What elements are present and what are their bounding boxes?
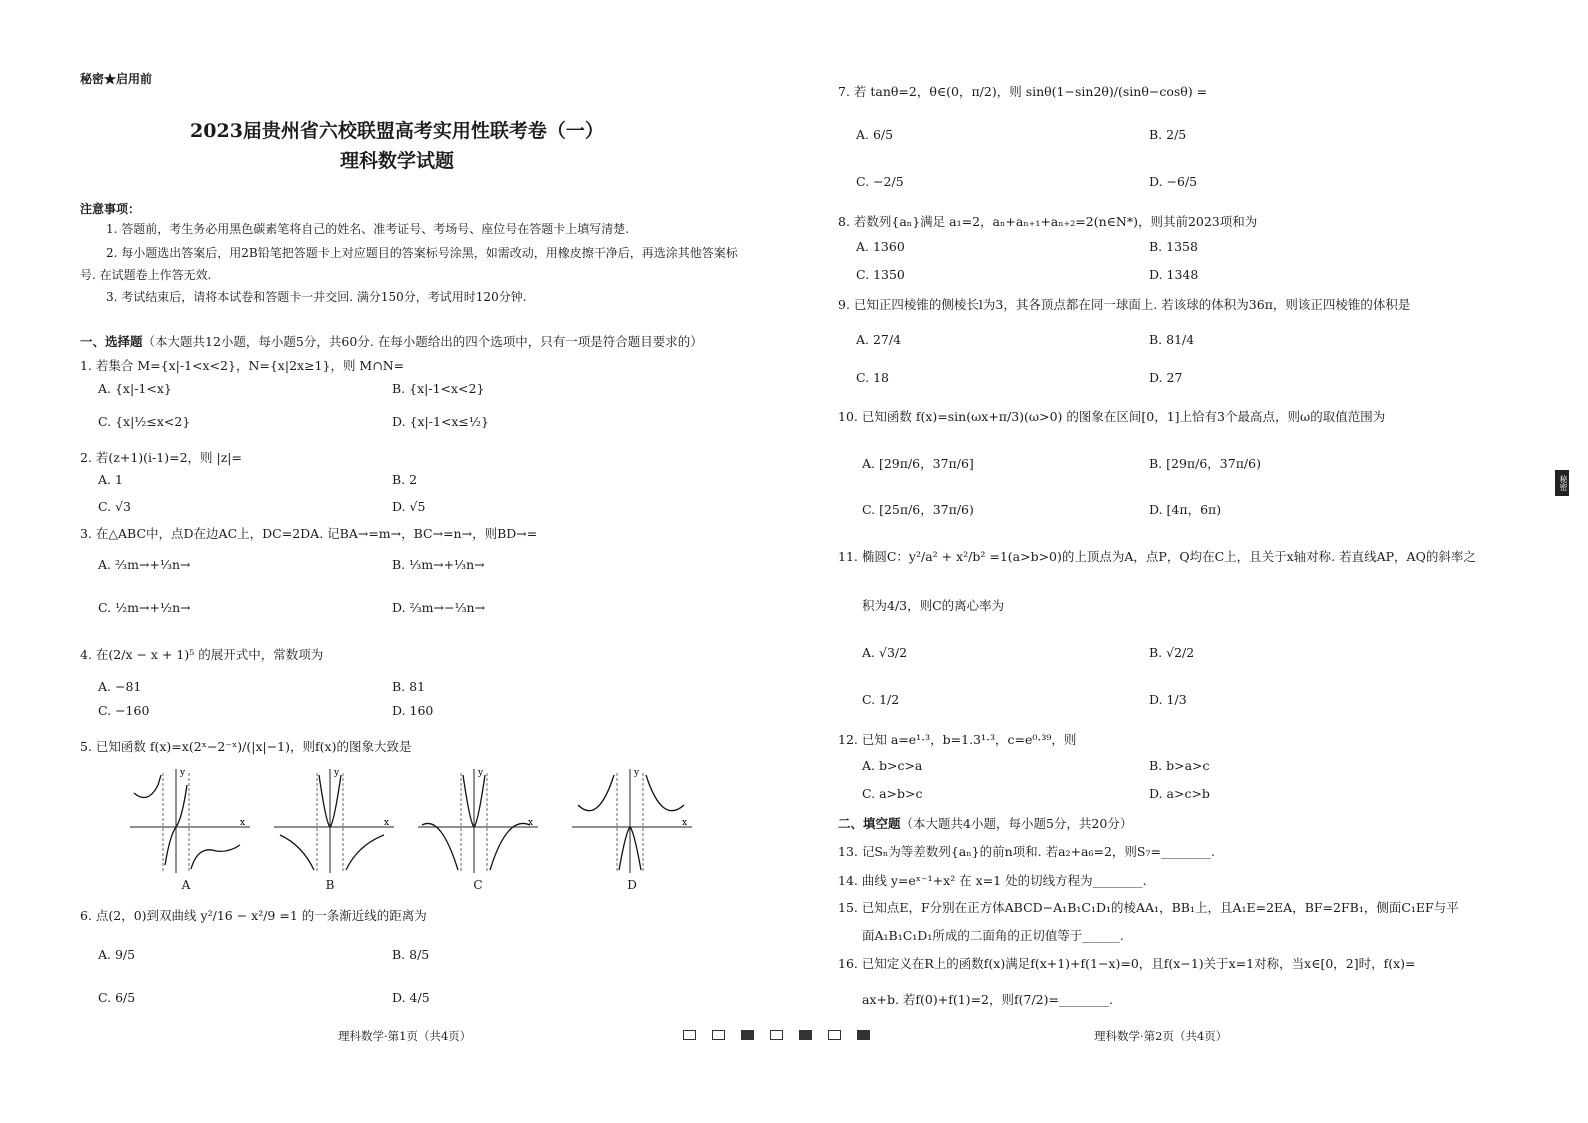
q8-option-c[interactable]: C. 1350 bbox=[856, 267, 905, 282]
q5-c-axis-y: y bbox=[478, 768, 484, 778]
side-tab: 秘密 bbox=[1555, 470, 1569, 496]
notes-heading: 注意事项： bbox=[80, 202, 141, 216]
registration-mark bbox=[741, 1030, 754, 1040]
q5-graph-a[interactable] bbox=[128, 765, 253, 875]
footer-page-1: 理科数学·第1页（共4页） bbox=[338, 1029, 472, 1043]
note-item-1: 1. 答题前，考生务必用黑色碳素笔将自己的姓名、准考证号、考场号、座位号在答题卡上填写清楚. bbox=[106, 222, 630, 236]
q12-option-c[interactable]: C. a>b>c bbox=[862, 786, 923, 801]
q5-a-axis-y: y bbox=[180, 768, 186, 778]
q8-option-b[interactable]: B. 1358 bbox=[1149, 239, 1198, 254]
question-5-stem: 5. 已知函数 f(x)=x(2ˣ−2⁻ˣ)/(|x|−1)，则f(x)的图象大致是 bbox=[80, 739, 412, 754]
q3-option-b[interactable]: B. ⅓m→+⅓n→ bbox=[392, 557, 485, 572]
question-16-stem-cont: ax+b. 若f(0)+f(1)=2，则f(7/2)=________. bbox=[862, 992, 1113, 1007]
note-item-3: 3. 考试结束后，请将本试卷和答题卡一并交回. 满分150分，考试用时120分钟. bbox=[106, 290, 527, 304]
q9-option-d[interactable]: D. 27 bbox=[1149, 370, 1183, 385]
q6-option-c[interactable]: C. 6/5 bbox=[98, 990, 136, 1005]
question-11-stem-cont: 积为4/3，则C的离心率为 bbox=[862, 598, 1005, 613]
question-1-stem: 1. 若集合 M={x|-1<x<2}，N={x|2x≥1}，则 M∩N= bbox=[80, 358, 405, 373]
question-14-stem: 14. 曲线 y=eˣ⁻¹+x² 在 x=1 处的切线方程为________. bbox=[838, 873, 1147, 888]
question-2-stem: 2. 若(z+1)(i-1)=2，则 |z|= bbox=[80, 450, 242, 465]
q5-label-d: D bbox=[627, 878, 637, 892]
q10-option-a[interactable]: A. [29π/6，37π/6] bbox=[862, 456, 974, 471]
q3-option-a[interactable]: A. ⅔m→+⅓n→ bbox=[98, 557, 191, 572]
q5-label-b: B bbox=[325, 878, 335, 892]
question-16-stem: 16. 已知定义在R上的函数f(x)满足f(x+1)+f(1−x)=0，且f(x−1)关于x=1对称，当x∈[0，2]时，f(x)= bbox=[838, 956, 1416, 971]
q11-option-b[interactable]: B. √2/2 bbox=[1149, 645, 1195, 660]
q7-option-b[interactable]: B. 2/5 bbox=[1149, 127, 1187, 142]
q3-option-d[interactable]: D. ⅔m→−⅓n→ bbox=[392, 600, 486, 615]
q10-option-c[interactable]: C. [25π/6，37π/6) bbox=[862, 502, 974, 517]
q5-b-axis-x: x bbox=[384, 818, 390, 828]
q1-option-a[interactable]: A. {x|-1<x} bbox=[98, 381, 172, 396]
q11-option-c[interactable]: C. 1/2 bbox=[862, 692, 900, 707]
section-1-title: 一、选择题 bbox=[80, 334, 143, 349]
q10-option-d[interactable]: D. [4π，6π) bbox=[1149, 502, 1222, 517]
q9-option-c[interactable]: C. 18 bbox=[856, 370, 889, 385]
question-12-stem: 12. 已知 a=e¹·³，b=1.3¹·³，c=e⁰·³⁹，则 bbox=[838, 732, 1077, 747]
q5-d-axis-x: x bbox=[682, 818, 688, 828]
q5-label-c: C bbox=[473, 878, 483, 892]
q12-option-b[interactable]: B. b>a>c bbox=[1149, 758, 1210, 773]
q7-option-a[interactable]: A. 6/5 bbox=[856, 127, 894, 142]
q5-graph-d[interactable] bbox=[570, 765, 695, 875]
q11-option-d[interactable]: D. 1/3 bbox=[1149, 692, 1187, 707]
q1-option-d[interactable]: D. {x|-1<x≤½} bbox=[392, 414, 489, 429]
registration-mark bbox=[770, 1030, 783, 1040]
question-3-stem: 3. 在△ABC中，点D在边AC上，DC=2DA. 记BA→=m→，BC→=n→，则BD→= bbox=[80, 526, 538, 541]
section-2-title: 二、填空题 bbox=[838, 816, 901, 831]
q8-option-d[interactable]: D. 1348 bbox=[1149, 267, 1199, 282]
q1-option-b[interactable]: B. {x|-1<x<2} bbox=[392, 381, 485, 396]
q1-option-c[interactable]: C. {x|½≤x<2} bbox=[98, 414, 191, 429]
q6-option-d[interactable]: D. 4/5 bbox=[392, 990, 430, 1005]
page-right bbox=[794, 0, 1588, 1123]
section-2-desc: （本大题共4小题，每小题5分，共20分） bbox=[900, 816, 1133, 831]
question-13-stem: 13. 记Sₙ为等差数列{aₙ}的前n项和. 若a₂+a₆=2，则S₇=________. bbox=[838, 844, 1215, 859]
q5-graph-b[interactable] bbox=[272, 765, 397, 875]
question-15-stem-cont: 面A₁B₁C₁D₁所成的二面角的正切值等于______. bbox=[862, 928, 1124, 943]
q5-d-axis-y: y bbox=[634, 768, 640, 778]
question-8-stem: 8. 若数列{aₙ}满足 a₁=2，aₙ+aₙ₊₁+aₙ₊₂=2(n∈N*)，则其前2023项和为 bbox=[838, 214, 1258, 229]
q12-option-a[interactable]: A. b>c>a bbox=[862, 758, 923, 773]
q2-option-c[interactable]: C. √3 bbox=[98, 499, 131, 514]
exam-title: 2023届贵州省六校联盟高考实用性联考卷（一） bbox=[190, 120, 604, 142]
question-7-stem: 7. 若 tanθ=2，θ∈(0，π/2)，则 sinθ(1−sin2θ)/(sinθ−cosθ) = bbox=[838, 84, 1208, 99]
q12-option-d[interactable]: D. a>c>b bbox=[1149, 786, 1210, 801]
q5-a-axis-x: x bbox=[240, 818, 246, 828]
q9-option-b[interactable]: B. 81/4 bbox=[1149, 332, 1195, 347]
section-1-desc: （本大题共12小题，每小题5分，共60分. 在每小题给出的四个选项中，只有一项是符合题目要求的） bbox=[142, 334, 703, 349]
section-1-heading bbox=[80, 332, 703, 350]
question-11-stem: 11. 椭圆C：y²/a² + x²/b² =1(a>b>0)的上顶点为A，点P，Q均在C上，且关于x轴对称. 若直线AP，AQ的斜率之 bbox=[838, 549, 1476, 564]
exam-subtitle: 理科数学试题 bbox=[339, 150, 454, 172]
q7-option-c[interactable]: C. −2/5 bbox=[856, 174, 904, 189]
question-15-stem: 15. 已知点E，F分别在正方体ABCD−A₁B₁C₁D₁的棱AA₁，BB₁上，且A₁E=2EA，BF=2FB₁，侧面C₁EF与平 bbox=[838, 900, 1459, 915]
q2-option-a[interactable]: A. 1 bbox=[98, 472, 123, 487]
q4-option-b[interactable]: B. 81 bbox=[392, 679, 426, 694]
q2-option-b[interactable]: B. 2 bbox=[392, 472, 418, 487]
q9-option-a[interactable]: A. 27/4 bbox=[856, 332, 902, 347]
registration-mark bbox=[683, 1030, 696, 1040]
q4-option-d[interactable]: D. 160 bbox=[392, 703, 434, 718]
q4-option-c[interactable]: C. −160 bbox=[98, 703, 150, 718]
q5-b-axis-y: y bbox=[334, 768, 340, 778]
section-2-heading bbox=[838, 814, 1132, 832]
q10-option-b[interactable]: B. [29π/6，37π/6) bbox=[1149, 456, 1261, 471]
q5-label-a: A bbox=[181, 878, 191, 892]
q8-option-a[interactable]: A. 1360 bbox=[856, 239, 905, 254]
q6-option-a[interactable]: A. 9/5 bbox=[98, 947, 136, 962]
q7-option-d[interactable]: D. −6/5 bbox=[1149, 174, 1198, 189]
question-9-stem: 9. 已知正四棱锥的侧棱长l为3，其各顶点都在同一球面上. 若该球的体积为36π，则该正四棱锥的体积是 bbox=[838, 297, 1411, 312]
question-6-stem: 6. 点(2，0)到双曲线 y²/16 − x²/9 =1 的一条渐近线的距离为 bbox=[80, 908, 427, 923]
footer-page-2: 理科数学·第2页（共4页） bbox=[1094, 1029, 1228, 1043]
q2-option-d[interactable]: D. √5 bbox=[392, 499, 426, 514]
registration-mark bbox=[712, 1030, 725, 1040]
q11-option-a[interactable]: A. √3/2 bbox=[862, 645, 908, 660]
q4-option-a[interactable]: A. −81 bbox=[98, 679, 142, 694]
question-10-stem: 10. 已知函数 f(x)=sin(ωx+π/3)(ω>0) 的图象在区间[0，1]上恰有3个最高点，则ω的取值范围为 bbox=[838, 409, 1386, 424]
q3-option-c[interactable]: C. ½m→+½n→ bbox=[98, 600, 191, 615]
q5-graph-c[interactable] bbox=[416, 765, 541, 875]
q6-option-b[interactable]: B. 8/5 bbox=[392, 947, 430, 962]
confidential-label: 秘密★启用前 bbox=[80, 72, 153, 86]
q5-c-axis-x: x bbox=[528, 818, 534, 828]
question-4-stem: 4. 在(2/x − x + 1)⁵ 的展开式中，常数项为 bbox=[80, 647, 324, 662]
note-item-2: 2. 每小题选出答案后，用2B铅笔把答题卡上对应题目的答案标号涂黑，如需改动，用橡皮擦干净后，再选涂其他答案标号. 在试题卷上作答无效. bbox=[80, 246, 738, 282]
